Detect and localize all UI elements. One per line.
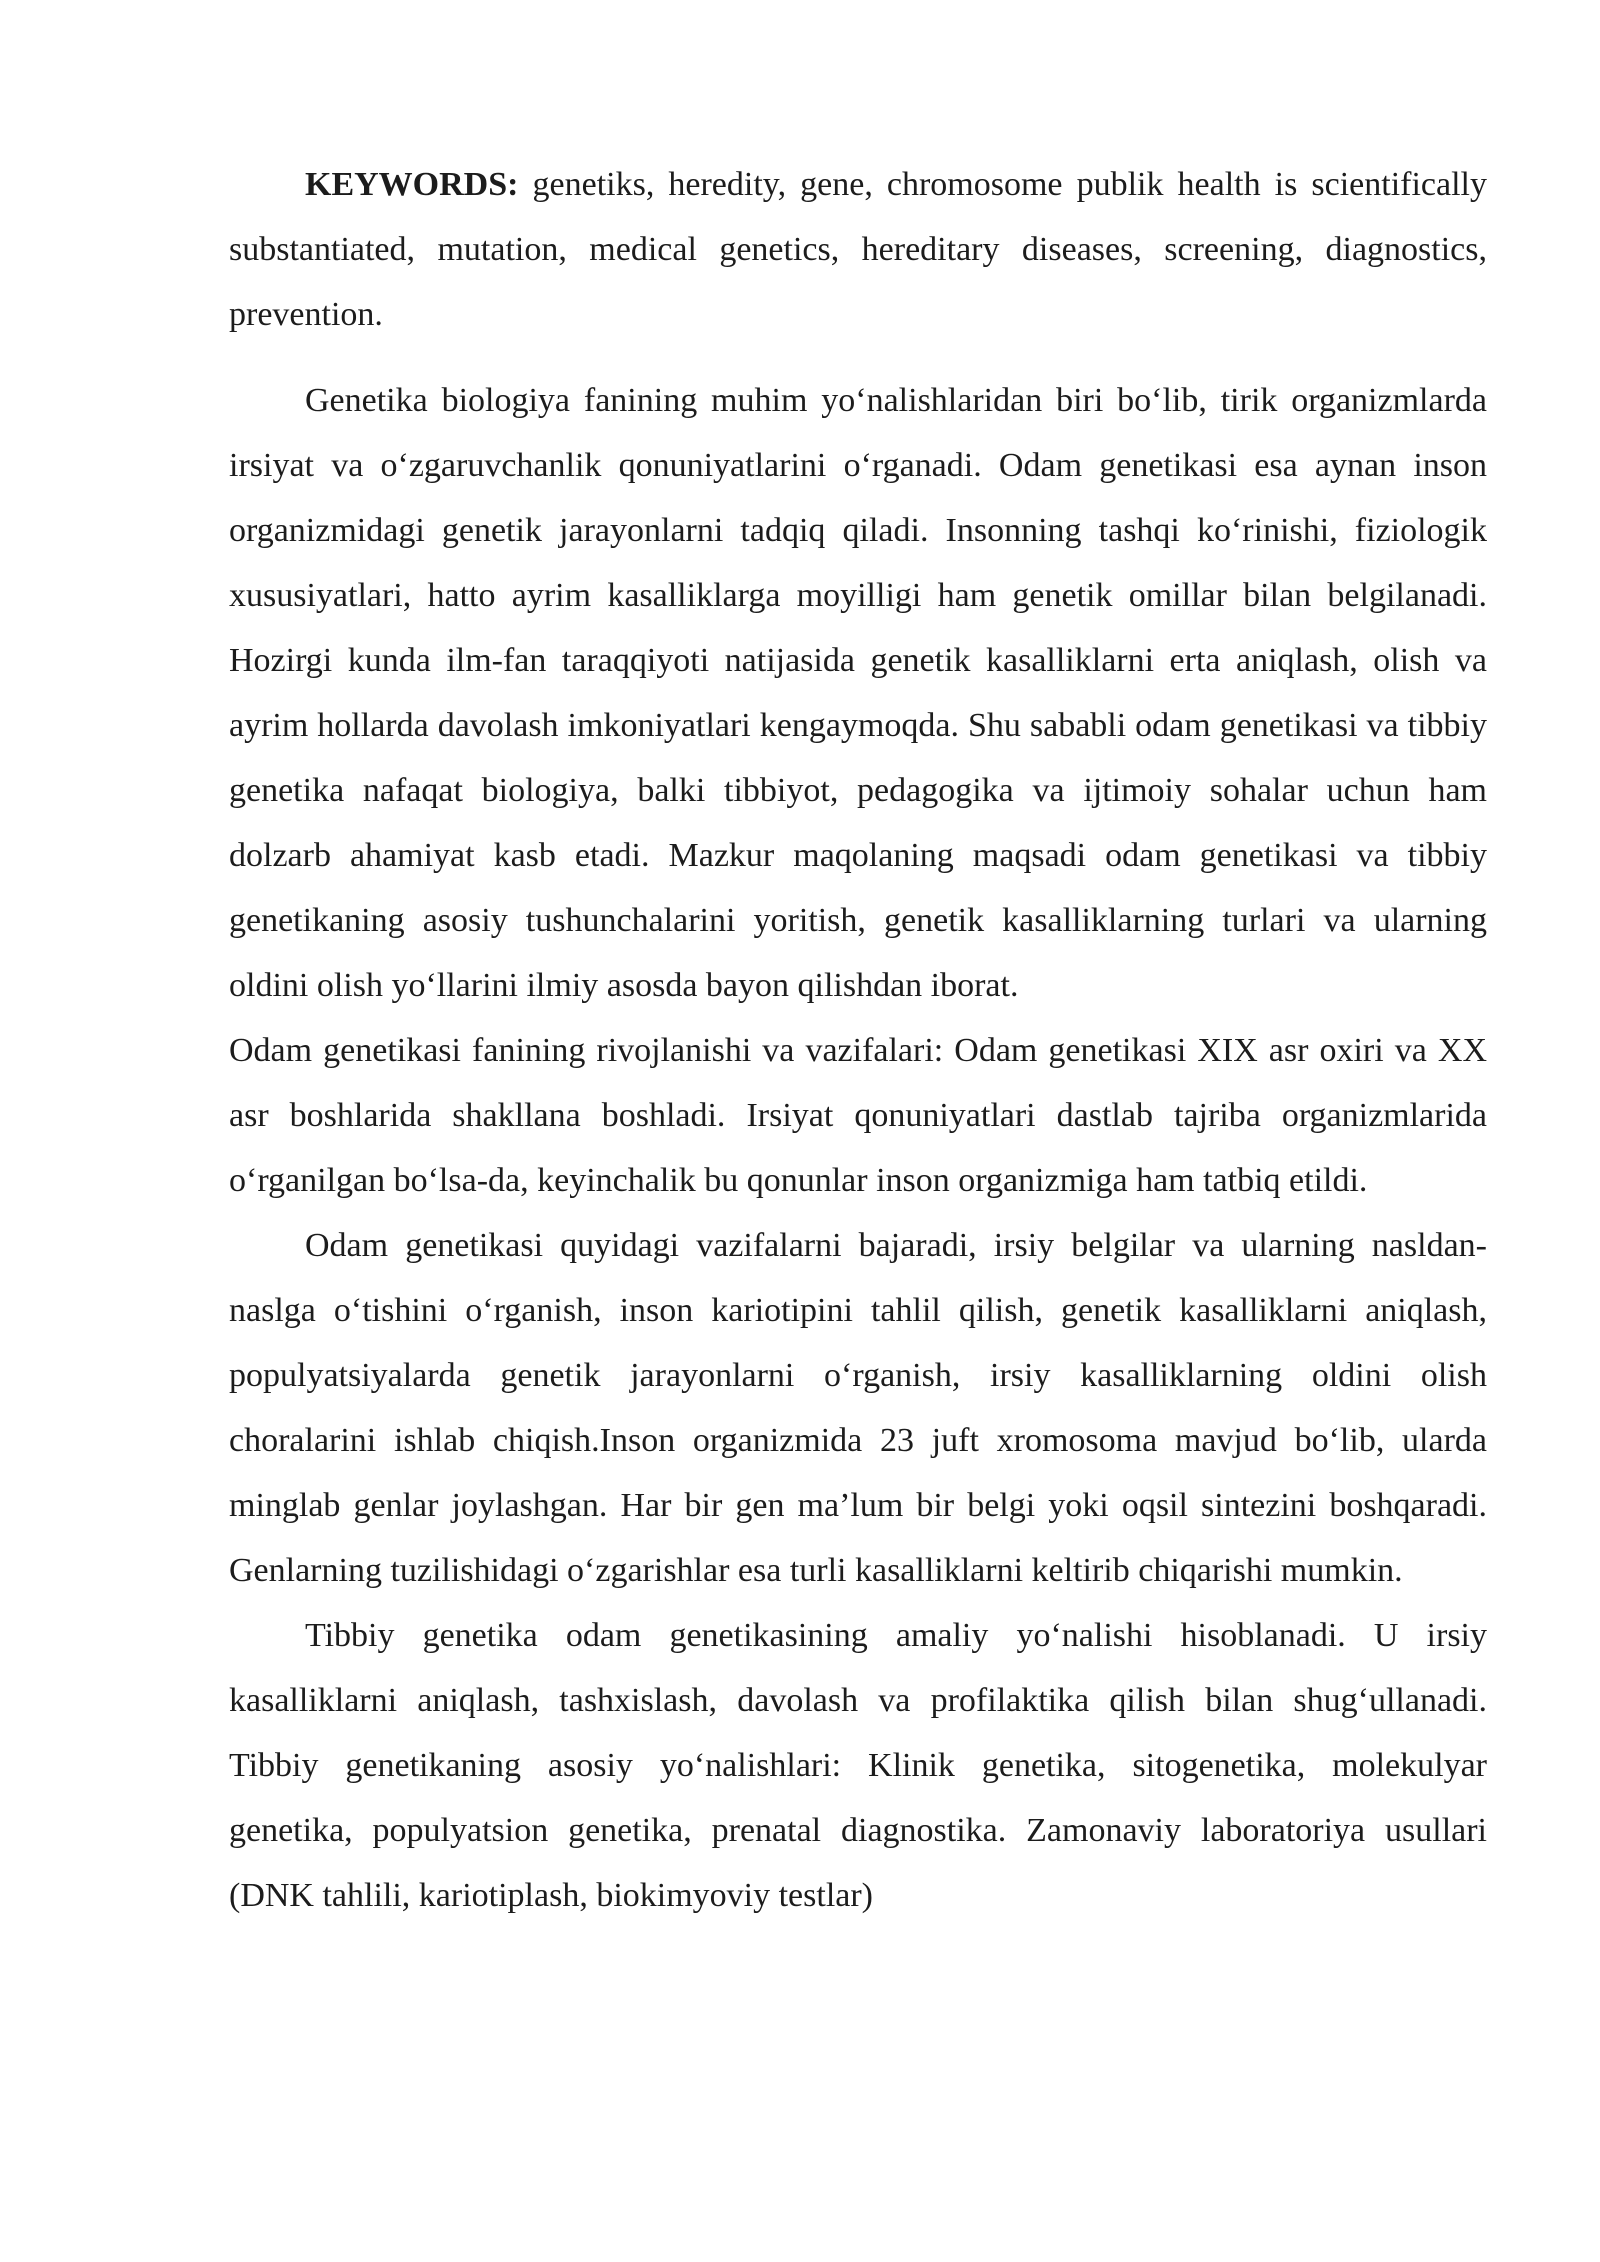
paragraph-intro: Genetika biologiya fanining muhim yo‘nalishlaridan biri bo‘lib, tirik organizmlarda irsiyat va o‘zgaruvchanlik qonuniyatlarini o‘rganadi. Odam genetikasi esa aynan inson organizmidagi genetik jarayonlarni tadqiq qiladi. Insonning tashqi ko‘rinishi, fiziologik xususiyatlari, hatto ayrim kasalliklarga moyilligi ham genetik omillar bilan belgilanadi. Hozirgi kunda ilm-fan taraqqiyoti natijasida genetik kasalliklarni erta aniqlash, olish va ayrim hollarda davolash imkoniyatlari kengaymoqda. Shu sababli odam genetikasi va tibbiy genetika nafaqat biologiya, balki tibbiyot, pedagogika va ijtimoiy sohalar uchun ham dolzarb ahamiyat kasb etadi. Mazkur maqolaning maqsadi odam genetikasi va tibbiy genetikaning asosiy tushunchalarini yoritish, genetik kasalliklarning turlari va ularning oldini olish yo‘llarini ilmiy asosda bayon qilishdan iborat. [229,382,1487,1004]
document-page [229,152,1487,1928]
keywords-paragraph [229,152,1487,347]
paragraph-tasks: Odam genetikasi quyidagi vazifalarni bajaradi, irsiy belgilar va ularning nasldan-naslga o‘tishini o‘rganish, inson kariotipini tahlil qilish, genetik kasalliklarni aniqlash, populyatsiyalarda genetik jarayonlarni o‘rganish, irsiy kasalliklarning oldini olish choralarini ishlab chiqish.Inson organizmida 23 juft xromosoma mavjud bo‘lib, ularda minglab genlar joylashgan. Har bir gen ma’lum bir belgi yoki oqsil sintezini boshqaradi. Genlarning tuzilishidagi o‘zgarishlar esa turli kasalliklarni keltirib chiqarishi mumkin. [229,1227,1487,1589]
keywords-label: KEYWORDS: [305,166,519,203]
paragraph-history: Odam genetikasi fanining rivojlanishi va vazifalari: Odam genetikasi XIX asr oxiri va XX asr boshlarida shakllana boshladi. Irsiyat qonuniyatlari dastlab tajriba organizmlarida o‘rganilgan bo‘lsa-da, keyinchalik bu qonunlar inson organizmiga ham tatbiq etildi. [229,1032,1487,1199]
keywords-text: genetiks, heredity, gene, chromosome publik health is scientifically substantiated, mutation, medical genetics, hereditary diseases, screening, diagnostics, prevention. [229,166,1487,333]
paragraph-medical-genetics: Tibbiy genetika odam genetikasining amaliy yo‘nalishi hisoblanadi. U irsiy kasalliklarni aniqlash, tashxislash, davolash va profilaktika qilish bilan shug‘ullanadi. Tibbiy genetikaning asosiy yo‘nalishlari: Klinik genetika, sitogenetika, molekulyar genetika, populyatsion genetika, prenatal diagnostika. Zamonaviy laboratoriya usullari (DNK tahlili, kariotiplash, biokimyoviy testlar) [229,1617,1487,1914]
